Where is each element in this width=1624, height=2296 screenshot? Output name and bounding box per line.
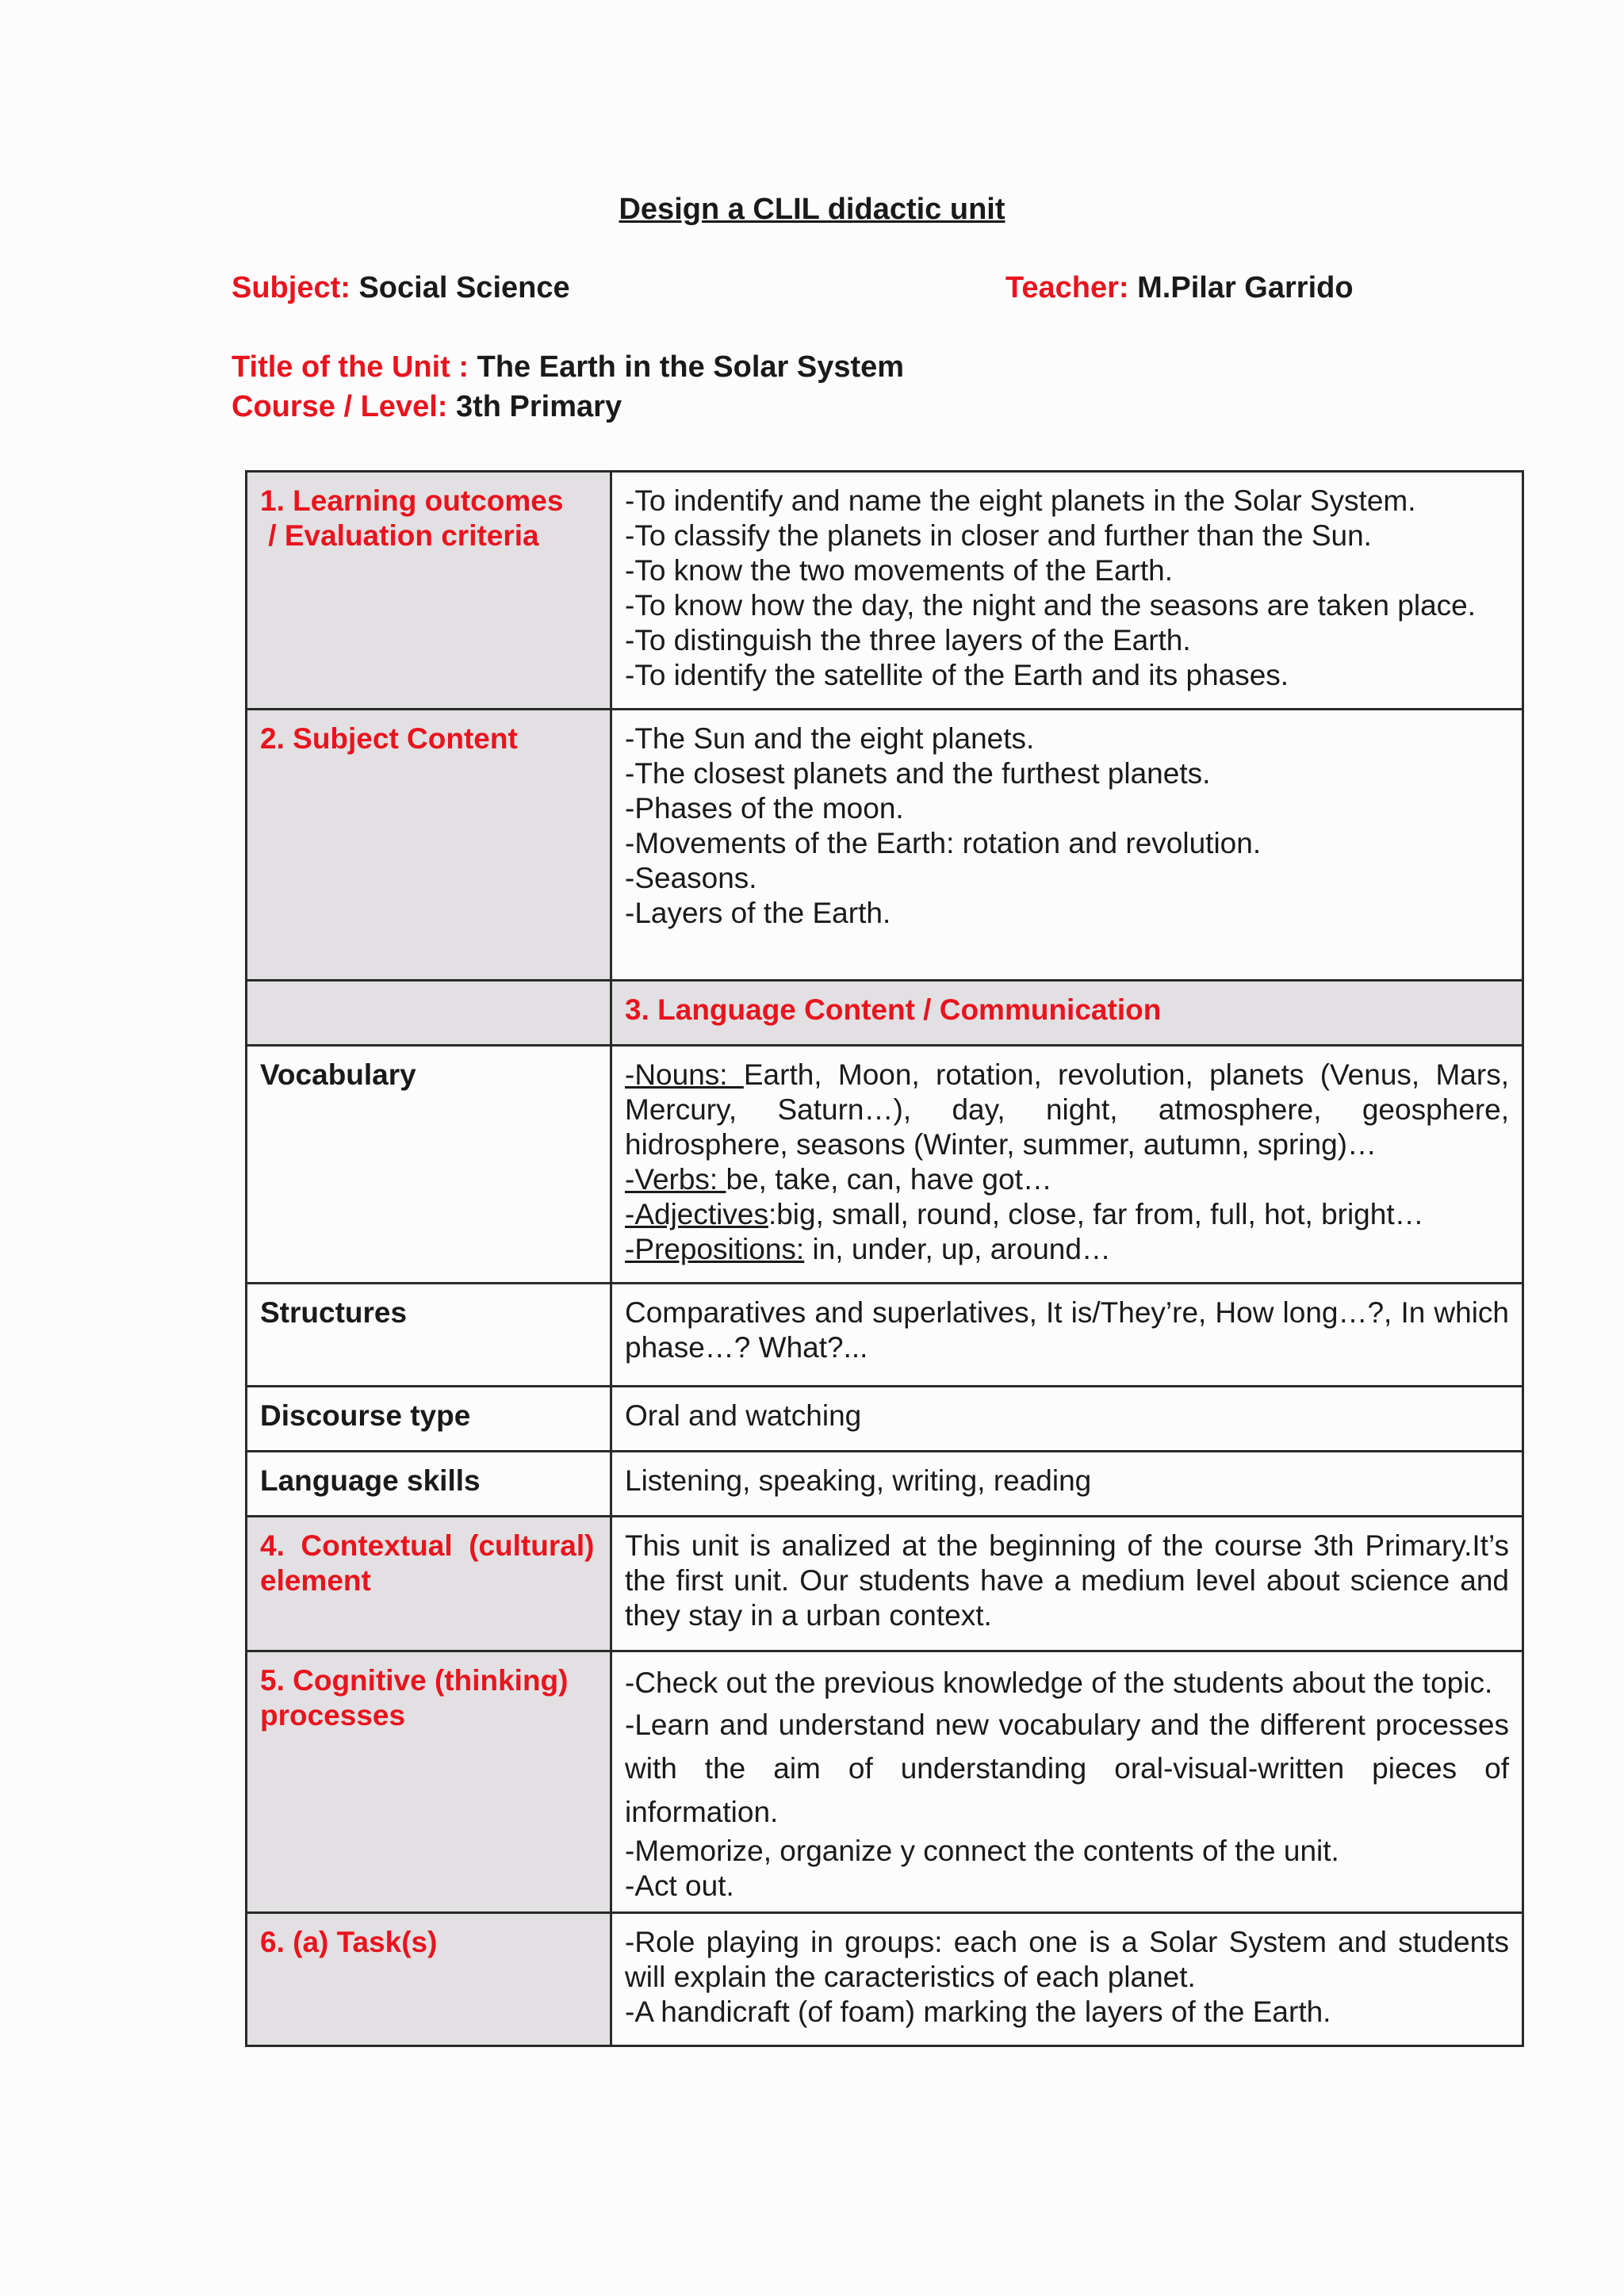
- learning-line: -To know the two movements of the Earth.: [625, 554, 1173, 587]
- content-line: -Seasons.: [625, 862, 757, 894]
- learning-line: -To distinguish the three layers of the Earth.: [625, 624, 1191, 656]
- subject-line: [232, 268, 570, 308]
- row-discourse-type: [247, 1387, 1523, 1452]
- learning-label-line-2: / Evaluation criteria: [260, 519, 539, 552]
- row-subject-content: [247, 710, 1523, 981]
- contextual-element-content: This unit is analized at the beginning of the course 3th Primary.It’s the first unit. Our students have a medium level about science and they stay in a urban context.: [611, 1517, 1523, 1651]
- cognitive-processes-content: [611, 1651, 1523, 1913]
- prepositions-text: in, under, up, around…: [804, 1233, 1111, 1265]
- teacher-label: Teacher:: [1005, 271, 1129, 304]
- learning-line: -To classify the planets in closer and further than the Sun.: [625, 519, 1372, 552]
- learning-line: -To know how the day, the night and the seasons are taken place.: [625, 589, 1476, 622]
- subject-label: Subject:: [232, 271, 350, 304]
- content-line: -The Sun and the eight planets.: [625, 722, 1035, 755]
- prepositions-line: [625, 1232, 1509, 1267]
- verbs-label: -Verbs:: [625, 1163, 726, 1196]
- cognitive-processes-label: [247, 1651, 611, 1913]
- adjectives-label: -Adjectives: [625, 1198, 768, 1230]
- row-language-header: [247, 981, 1523, 1046]
- learning-outcomes-content: [611, 472, 1523, 710]
- row-contextual-element: [247, 1517, 1523, 1651]
- adjectives-text: :big, small, round, close, far from, full, hot, bright…: [768, 1198, 1424, 1230]
- verbs-line: [625, 1162, 1509, 1197]
- tasks-line: -A handicraft (of foam) marking the layers of the Earth.: [625, 1996, 1331, 2028]
- unit-title-value: The Earth in the Solar System: [469, 350, 905, 384]
- cognitive-line: -Learn and understand new vocabulary and the different processes with the aim of understanding oral-visual-written pieces of information.: [625, 1709, 1509, 1828]
- course-value: 3th Primary: [447, 390, 622, 423]
- discourse-type-label: Discourse type: [247, 1387, 611, 1452]
- content-line: -Layers of the Earth.: [625, 897, 891, 929]
- discourse-type-content: Oral and watching: [611, 1387, 1523, 1452]
- row-language-skills: [247, 1452, 1523, 1517]
- vocabulary-label: Vocabulary: [247, 1046, 611, 1284]
- content-line: -Movements of the Earth: rotation and revolution.: [625, 827, 1262, 859]
- content-line: -Phases of the moon.: [625, 792, 904, 825]
- tasks-line: -Role playing in groups: each one is a Solar System and students will explain the caracteristics of each planet.: [625, 1926, 1509, 1993]
- unit-table: [245, 470, 1524, 2047]
- cognitive-line: -Memorize, organize y connect the contents of the unit.: [625, 1835, 1339, 1867]
- learning-line: -To indentify and name the eight planets in the Solar System.: [625, 484, 1416, 517]
- learning-line: -To identify the satellite of the Earth and its phases.: [625, 659, 1289, 691]
- content-line: -The closest planets and the furthest planets.: [625, 757, 1211, 790]
- cognitive-label-line-2: processes: [260, 1699, 406, 1732]
- row-tasks: [247, 1913, 1523, 2046]
- course-line: [232, 387, 622, 427]
- vocabulary-content: [611, 1046, 1523, 1284]
- row-learning-outcomes: [247, 472, 1523, 710]
- subject-content-content: [611, 710, 1523, 981]
- document-title: Design a CLIL didactic unit: [619, 193, 1005, 226]
- subject-content-label: 2. Subject Content: [247, 710, 611, 981]
- language-skills-label: Language skills: [247, 1452, 611, 1517]
- adjectives-line: [625, 1197, 1509, 1232]
- subject-value: Social Science: [350, 271, 570, 304]
- tasks-content: [611, 1913, 1523, 2046]
- language-header-blank: [247, 981, 611, 1046]
- teacher-line: [1005, 268, 1354, 308]
- row-cognitive-processes: [247, 1651, 1523, 1913]
- language-content-header: 3. Language Content / Communication: [611, 981, 1523, 1046]
- prepositions-label: -Prepositions:: [625, 1233, 805, 1265]
- structures-content: Comparatives and superlatives, It is/They’re, How long…?, In which phase…? What?...: [611, 1284, 1523, 1387]
- tasks-label: 6. (a) Task(s): [247, 1913, 611, 2046]
- course-label: Course / Level:: [232, 390, 448, 423]
- unit-title-line: [232, 347, 904, 387]
- cognitive-line: -Check out the previous knowledge of the students about the topic.: [625, 1667, 1493, 1699]
- cognitive-label-line-1: 5. Cognitive (thinking): [260, 1664, 569, 1697]
- verbs-text: be, take, can, have got…: [726, 1163, 1052, 1196]
- unit-title-label: Title of the Unit :: [232, 350, 469, 384]
- learning-outcomes-label: [247, 472, 611, 710]
- structures-label: Structures: [247, 1284, 611, 1387]
- contextual-label-line-1: 4. Contextual (cultural): [260, 1529, 595, 1562]
- learning-label-line-1: 1. Learning outcomes: [260, 484, 564, 517]
- row-vocabulary: [247, 1046, 1523, 1284]
- teacher-value: M.Pilar Garrido: [1128, 271, 1354, 304]
- row-structures: [247, 1284, 1523, 1387]
- contextual-label-line-2: element: [260, 1564, 371, 1597]
- nouns-line: [625, 1058, 1509, 1162]
- nouns-label: -Nouns:: [625, 1058, 744, 1091]
- language-skills-content: Listening, speaking, writing, reading: [611, 1452, 1523, 1517]
- cognitive-line: -Act out.: [625, 1869, 734, 1902]
- nouns-text: Earth, Moon, rotation, revolution, planets (Venus, Mars, Mercury, Saturn…), day, night, atmosphere, geosphere, hidrosphere, seasons (Winter, summer, autumn, spring)…: [625, 1058, 1509, 1161]
- contextual-element-label: [247, 1517, 611, 1651]
